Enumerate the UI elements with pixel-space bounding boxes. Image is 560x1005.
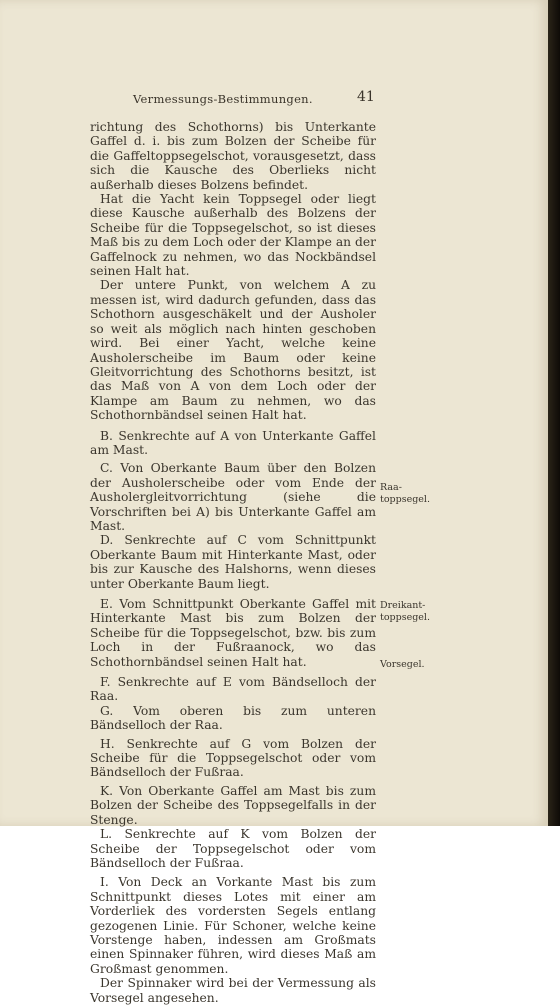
margin-note-vorsegel: Vorsegel. [380, 659, 425, 670]
paragraph-b: B. Senkrechte auf A von Unterkante Gaffel am Mast. [90, 428, 376, 457]
paragraph-continuation: richtung des Schothorns) bis Unterkante Gaffel d. i. bis zum Bolzen der Scheibe für die Gaffeltoppsegelschot, vorausgesetzt, dass sich die Kausche des Oberlieks nicht außerhalb dieses Bolzens befindet. [90, 120, 376, 192]
paragraph-c: C. Von Oberkante Baum über den Bolzen der Ausholerscheibe oder vom Ende der Ausholergleitvorrichtung (siehe die Vorschriften bei A) bis Unterkante Gaffel am Mast. [90, 461, 376, 533]
paragraph-d: D. Senkrechte auf C vom Schnittpunkt Oberkante Baum mit Hinterkante Mast, oder bis zur Kausche des Halshorns, wenn dieses unter Oberkante Baum liegt. [90, 533, 376, 591]
paragraph-f: F. Senkrechte auf E vom Bändselloch der Raa. [90, 675, 376, 704]
margin-note-raatoppsegel: Raa- toppsegel. [380, 482, 430, 505]
book-spine-edge [548, 0, 560, 826]
paragraph-e: E. Vom Schnittpunkt Oberkante Gaffel mit Hinterkante Mast bis zum Bolzen der Scheibe für die Toppsegelschot, bzw. bis zum Loch in der Fußraanock, wo das Schothornbändsel seinen Halt hat. [90, 597, 376, 669]
paragraph-k: K. Von Oberkante Gaffel am Mast bis zum Bolzen der Scheibe des Toppsegelfalls in der Stenge. [90, 783, 376, 827]
paragraph-g: G. Vom oberen bis zum unteren Bändselloch der Raa. [90, 703, 376, 733]
paragraph-i: I. Von Deck an Vorkante Mast bis zum Schnittpunkt dieses Lotes mit einer am Vorderliek des vordersten Segels entlang gezogenen Linie. Für Schoner, welche keine Vorstenge haben, indessen am Großmats einen Spinnaker führen, wird dieses Maß am Großmast genommen. [90, 875, 376, 976]
page-number: 41 [357, 89, 375, 105]
paragraph-l: L. Senkrechte auf K vom Bolzen der Scheibe der Toppsegelschot oder vom Bändselloch der Fußraa. [90, 827, 376, 870]
margin-note-dreikanttoppsegel: Dreikant- toppsegel. [380, 600, 430, 623]
paragraph-lower-point: Der untere Punkt, von welchem A zu messen ist, wird dadurch gefunden, dass das Schothorn ausgeschäkelt und der Ausholer so weit als möglich nach hinten geschoben wird. Bei einer Yacht, welche keine Ausholerscheibe im Baum oder keine Gleitvorrichtung des Schothorns besitzt, ist das Maß von A von dem Loch oder der Klampe am Baum zu nehmen, wo das Schothornbändsel seinen Halt hat. [90, 278, 376, 423]
paragraph-toppsegel: Hat die Yacht kein Toppsegel oder liegt diese Kausche außerhalb des Bolzens der Scheibe für die Toppsegelschot, so ist dieses Maß bis zu dem Loch oder der Klampe an der Gaffelnock zu nehmen, wo das Nockbändsel seinen Halt hat. [90, 192, 377, 279]
main-text [90, 120, 376, 1005]
running-title: Vermessungs-Bestimmungen. [133, 92, 313, 106]
paragraph-spinnaker: Der Spinnaker wird bei der Vermessung als Vorsegel angesehen. [90, 976, 376, 1005]
paragraph-h: H. Senkrechte auf G vom Bolzen der Scheibe für die Toppsegelschot oder vom Bändselloch der Fußraa. [90, 736, 376, 780]
